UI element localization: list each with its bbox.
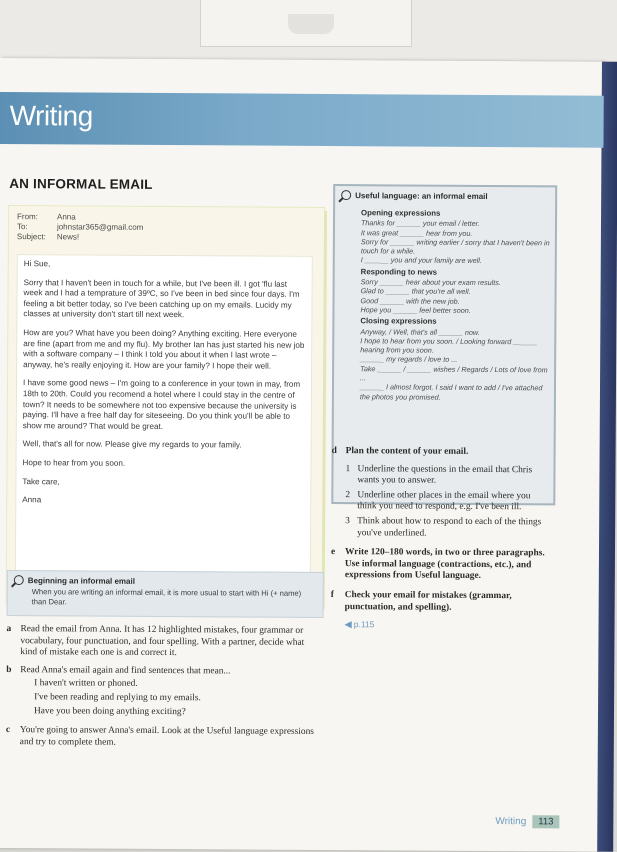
task-text: Plan the content of your email. (345, 446, 469, 457)
ub-line: ______ I almost forgot. I said I want to add / I've attached the photos you promised. (359, 382, 543, 402)
ub-line: Sorry ______ hear about your exam results. (360, 277, 501, 288)
task-e (331, 547, 551, 583)
ub-line: Anyway, / Well, that's all ______ now. (360, 326, 480, 337)
email-paragraph: How are you? What have you been doing? Anything exciting. Here everyone are fine (apart from me and my flu). My brother Ian has just started his new job with a software company – I think I told you about it when I last wrote – anyway, he's really enjoying it. How are your family? I hope their well. (23, 328, 305, 371)
from-value: Anna (57, 212, 76, 222)
task-text: Read Anna's email again and find sentences that mean... (20, 664, 231, 677)
audio-page-ref: p.115 (353, 619, 375, 630)
task-letter: c (5, 725, 11, 736)
ub-subheading: Opening expressions (361, 208, 441, 218)
task-line: Have you been doing anything exciting? (33, 705, 186, 717)
ub-line: Hope you ______ feel better soon. (360, 305, 471, 315)
ub-line: Glad to ______ that you're all well. (360, 286, 471, 297)
task-letter: a (6, 624, 12, 635)
task-c (6, 725, 316, 750)
ub-subheading: Responding to news (360, 266, 437, 277)
ub-line: Sorry for ______ writing earlier / sorry that I haven't been in touch for a while. (360, 237, 550, 256)
task-letter: b (6, 664, 12, 675)
page-footer (495, 815, 559, 828)
task-text: Check your email for mistakes (grammar, punctuation, and spelling). (344, 590, 512, 613)
email-paragraph: Take care, (22, 476, 60, 486)
ub-line: Thanks for ______ your email / letter. (360, 218, 480, 229)
footer-label: Writing (495, 816, 527, 828)
header-banner (0, 92, 604, 148)
task-b (6, 665, 316, 721)
tasks-right (330, 446, 551, 639)
from-label: From: (17, 212, 38, 222)
step-text: Underline other places in the email where you think you need to respond, e.g. I've been ill. (357, 489, 531, 513)
useful-language-title: Useful language: an informal email (355, 190, 488, 201)
task-a (6, 624, 316, 661)
page-edge (597, 62, 617, 852)
subject-label: Subject: (16, 232, 46, 242)
email-body (15, 254, 313, 596)
task-text: You're going to answer Anna's email. Look at the Useful language expressions and try to complete them. (19, 725, 314, 748)
step-3: 3 Think about how to respond to each of the things you've underlined. (345, 516, 551, 540)
step-2: 2 Underline other places in the email where you think you need to respond, e.g. I've been ill. (345, 490, 551, 514)
useful-language-list (360, 206, 551, 402)
beginning-title: Beginning an informal email (27, 575, 135, 586)
task-letter: d (331, 446, 337, 457)
ub-line: It was great ______ hear from you. (360, 227, 473, 238)
task-text: Write 120–180 words, in two or three paragraphs. Use informal language (contractions, etc.), and expressions from Useful language. (344, 547, 545, 582)
to-value: johnstar365@gmail.com (56, 222, 144, 232)
scanner-tab (288, 14, 334, 34)
email-header (17, 212, 144, 243)
ub-line: Good ______ with the new job. (360, 295, 460, 306)
task-d (332, 446, 552, 459)
beginning-heading (14, 575, 135, 586)
email-paragraph: I have some good news – I'm going to a conference in your town in may, from 18th to 20th. Could you recomend a hotel where I could stay in the centre of town? It needs to be somewhere not too expensive because the university is paying. I'll have a free half day for siteseeing. Do you think you'll be able to show me around? That would be great. (22, 378, 301, 431)
task-text: Read the email from Anna. It has 12 highlighted mistakes, four grammar or vocabulary, four punctuation, and four spelling. With a partner, decide what kind of mistake each one is and correct it. (20, 624, 305, 659)
scanner-lid-area (0, 0, 617, 62)
email-paragraph: Anna (22, 495, 42, 505)
ub-line: I ______ you and your family are well. (360, 255, 482, 266)
tasks-left (6, 624, 317, 756)
email-paragraph: Hope to hear from you soon. (22, 458, 126, 468)
task-letter: e (330, 547, 336, 558)
subject-value: News! (56, 232, 80, 242)
magnifier-icon (341, 190, 351, 200)
beginning-text: When you are writing an informal email, it is more usual to start with Hi (+ name) than Dear. (31, 587, 302, 607)
email-paragraph: Well, that's all for now. Please give my regards to your family. (22, 439, 242, 450)
useful-language-heading (341, 190, 488, 201)
page-title: Writing (9, 100, 93, 132)
task-letter: f (330, 589, 334, 600)
task-line: I haven't written or phoned. (34, 678, 138, 690)
step-1: 1 Underline the questions in the email that Chris wants you to answer. (345, 464, 551, 488)
book-page (0, 58, 604, 852)
step-text: Underline the questions in the email that Chris wants you to answer. (357, 463, 533, 486)
beginning-email-box (7, 570, 324, 618)
section-title: AN INFORMAL EMAIL (9, 176, 153, 192)
audio-icon: ◀ (344, 620, 352, 631)
magnifier-icon (14, 575, 24, 585)
page-number: 113 (532, 815, 559, 828)
email-paragraph: Sorry that I haven't been in touch for a while, but I've been ill. I got 'flu last week and I had a temprature of 39ºC, so I've been in bed since four days. I'm feeling a bit better today, so I've been catching up on my emails. Lucidy my classes at university don't start till next week. (23, 277, 300, 320)
email-paragraph: Hi Sue, (23, 259, 51, 269)
ub-line: ______ my regards / love to ... (360, 354, 458, 365)
email-box (7, 206, 324, 606)
to-label: To: (16, 222, 28, 232)
ub-subheading: Closing expressions (360, 316, 437, 326)
task-f (331, 590, 551, 633)
step-text: Think about how to respond to each of the things you've underlined. (357, 516, 542, 539)
task-line: I've been reading and replying to my emails. (34, 692, 201, 704)
ub-line: Take ______ / ______ wishes / Regards / Lots of love from ... (360, 363, 548, 383)
ub-line: I hope to hear from you soon. / Looking forward ______ hearing from you soon. (360, 336, 538, 355)
